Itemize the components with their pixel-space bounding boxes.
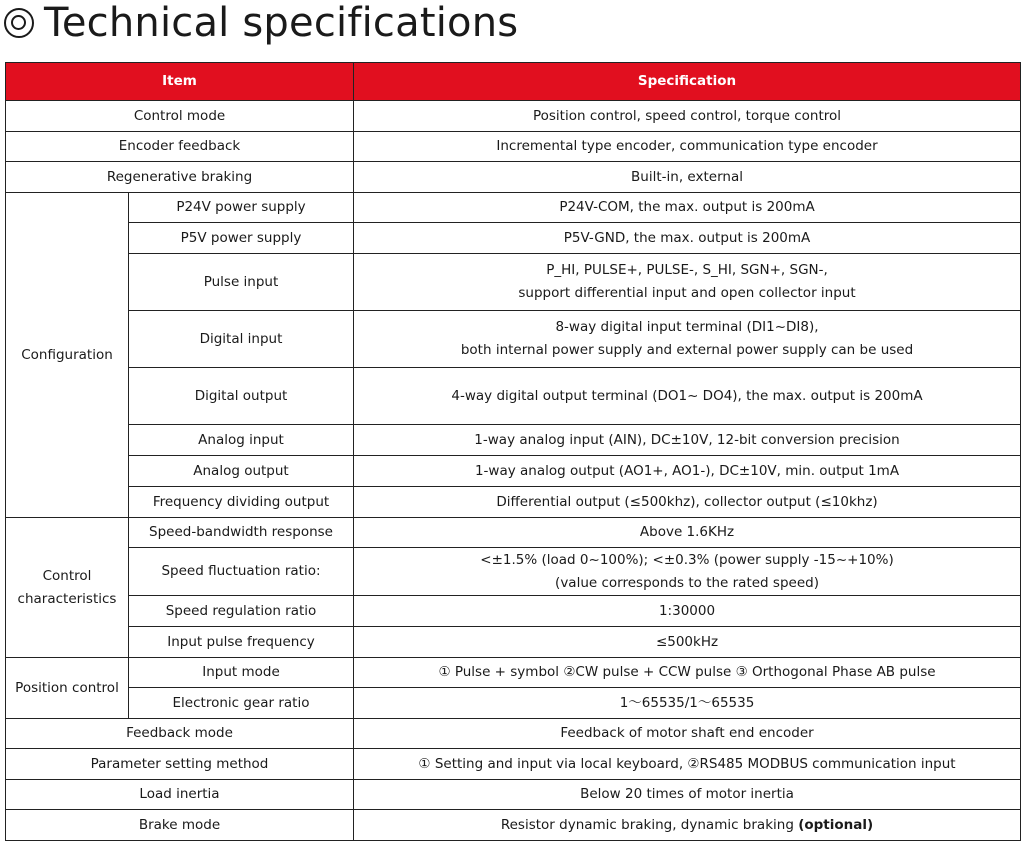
row-spec: ≤500kHz	[354, 627, 1021, 658]
row-spec: 1～65535/1～65535	[354, 688, 1021, 719]
table-row	[6, 810, 1021, 841]
row-item: Input pulse frequency	[129, 627, 354, 658]
row-spec: ① Pulse + symbol ②CW pulse + CCW pulse ③ Orthogonal Phase AB pulse	[354, 658, 1021, 688]
table-row	[6, 101, 1021, 132]
row-spec: Above 1.6KHz	[354, 518, 1021, 548]
row-spec: Feedback of motor shaft end encoder	[354, 719, 1021, 749]
row-spec: Position control, speed control, torque control	[354, 101, 1021, 132]
row-spec: Incremental type encoder, communication type encoder	[354, 132, 1021, 162]
spec-line: both internal power supply and external power supply can be used	[460, 342, 914, 358]
table-row	[6, 254, 1021, 311]
row-item: Electronic gear ratio	[129, 688, 354, 719]
table-row	[6, 456, 1021, 487]
row-item: Analog output	[129, 456, 354, 487]
row-item: Analog input	[129, 425, 354, 456]
row-item: Feedback mode	[6, 719, 354, 749]
spec-line: P_HI, PULSE+, PULSE-, S_HI, SGN+, SGN-,	[546, 262, 828, 278]
row-spec	[354, 254, 1021, 311]
row-spec: 1-way analog output (AO1+, AO1-), DC±10V, min. output 1mA	[354, 456, 1021, 487]
row-item: Digital output	[129, 368, 354, 425]
row-item: Encoder feedback	[6, 132, 354, 162]
page-title-text: Technical specifications	[44, 0, 519, 46]
row-spec: Below 20 times of motor inertia	[354, 780, 1021, 810]
row-spec: 4-way digital output terminal (DO1~ DO4), the max. output is 200mA	[354, 368, 1021, 425]
row-item: Digital input	[129, 311, 354, 368]
row-item: Regenerative braking	[6, 162, 354, 193]
row-spec: P5V-GND, the max. output is 200mA	[354, 223, 1021, 254]
row-item: P5V power supply	[129, 223, 354, 254]
table-row	[6, 193, 1021, 223]
table-row	[6, 688, 1021, 719]
spec-line: (value corresponds to the rated speed)	[555, 574, 819, 591]
row-spec	[354, 548, 1021, 596]
table-row	[6, 425, 1021, 456]
table-row	[6, 749, 1021, 780]
row-item: Frequency dividing output	[129, 487, 354, 518]
table-row	[6, 368, 1021, 425]
row-item: Input mode	[129, 658, 354, 688]
table-row	[6, 548, 1021, 596]
table-row	[6, 487, 1021, 518]
table-row	[6, 132, 1021, 162]
row-item: Speed-bandwidth response	[129, 518, 354, 548]
row-spec	[354, 311, 1021, 368]
table-row	[6, 658, 1021, 688]
table-header-row	[6, 63, 1021, 101]
spec-optional: (optional)	[798, 816, 874, 833]
row-spec: 1:30000	[354, 596, 1021, 627]
row-spec: P24V-COM, the max. output is 200mA	[354, 193, 1021, 223]
table-row	[6, 719, 1021, 749]
row-item: Brake mode	[6, 810, 354, 841]
row-item: Speed regulation ratio	[129, 596, 354, 627]
spec-text: Resistor dynamic braking, dynamic braking	[500, 816, 799, 833]
table-row	[6, 223, 1021, 254]
row-item: Speed fluctuation ratio:	[129, 548, 354, 596]
group-label-configuration: Configuration	[6, 193, 129, 518]
row-spec: 1-way analog input (AIN), DC±10V, 12-bit conversion precision	[354, 425, 1021, 456]
page-title	[4, 0, 518, 46]
row-spec: Built-in, external	[354, 162, 1021, 193]
row-item: Control mode	[6, 101, 354, 132]
spec-line: 8-way digital input terminal (DI1~DI8),	[555, 319, 819, 335]
spec-line: support differential input and open collector input	[518, 285, 856, 301]
table-row	[6, 627, 1021, 658]
group-label-position-control: Position control	[6, 658, 129, 719]
row-spec	[354, 810, 1021, 841]
group-label-line: Control	[42, 567, 92, 584]
header-specification: Specification	[354, 63, 1021, 101]
table-row	[6, 311, 1021, 368]
row-spec: Differential output (≤500khz), collector output (≤10khz)	[354, 487, 1021, 518]
header-item: Item	[6, 63, 354, 101]
table-row	[6, 780, 1021, 810]
group-label-control-characteristics	[6, 518, 129, 658]
row-spec: ① Setting and input via local keyboard, ②RS485 MODBUS communication input	[354, 749, 1021, 780]
double-circle-icon	[4, 8, 34, 38]
table-row	[6, 518, 1021, 548]
table-row	[6, 162, 1021, 193]
row-item: Load inertia	[6, 780, 354, 810]
table-row	[6, 596, 1021, 627]
group-label-line: characteristics	[17, 590, 117, 607]
row-item: Parameter setting method	[6, 749, 354, 780]
row-item: Pulse input	[129, 254, 354, 311]
spec-line: <±1.5% (load 0~100%); <±0.3% (power supply -15~+10%)	[480, 551, 894, 568]
specifications-table	[5, 62, 1021, 841]
row-item: P24V power supply	[129, 193, 354, 223]
